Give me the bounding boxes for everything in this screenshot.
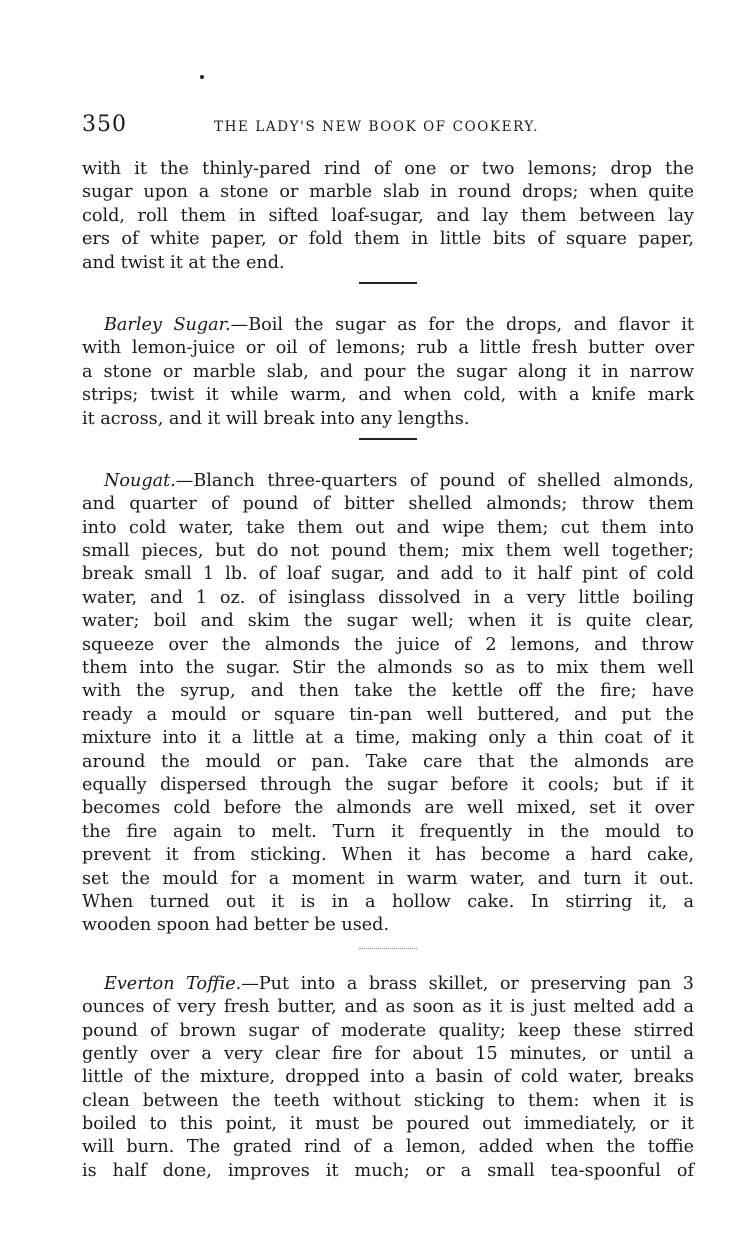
text-line: becomes cold before the almonds are well mixed, set it over (82, 798, 694, 819)
text-line: clean between the teeth without sticking to them: when it is (82, 1090, 694, 1111)
text-line: squeeze over the almonds the juice of 2 lemons, and throw (82, 634, 694, 655)
text-line: Barley Sugar.—Boil the sugar as for the drops, and flavor it (104, 314, 694, 335)
text-line: small pieces, but do not pound them; mix them well together; (82, 541, 694, 562)
page-header (82, 112, 694, 142)
text-line: sugar upon a stone or marble slab in round drops; when quite (82, 182, 694, 203)
text-line: with lemon-juice or oil of lemons; rub a little fresh butter over (82, 338, 694, 359)
recipe-title: Nougat. (104, 470, 176, 491)
intro-paragraph (82, 158, 694, 275)
recipe-title: Barley Sugar. (104, 314, 231, 335)
text-line: mixture into it a little at a time, making only a thin coat of it (82, 728, 694, 749)
text-line: water, and 1 oz. of isinglass dissolved in a very little boiling (82, 587, 694, 608)
section-divider (359, 438, 417, 440)
text-line: pound of brown sugar of moderate quality; keep these stirred (82, 1020, 694, 1041)
text-line: into cold water, take them out and wipe them; cut them into (82, 517, 694, 538)
text-line: Nougat.—Blanch three-quarters of pound of shelled almonds, (104, 470, 694, 491)
text-line: cold, roll them in sifted loaf-sugar, and lay them between lay (82, 205, 694, 226)
text-line: gently over a very clear fire for about 15 minutes, or until a (82, 1043, 694, 1064)
text-line: ready a mould or square tin-pan well buttered, and put the (82, 704, 694, 725)
text-line: a stone or marble slab, and pour the sugar along it in narrow (82, 361, 694, 382)
ink-speck (200, 75, 204, 79)
section-divider (359, 948, 417, 949)
text-line: them into the sugar. Stir the almonds so as to mix them well (82, 658, 694, 679)
text-line: with the syrup, and then take the kettle off the fire; have (82, 681, 694, 702)
text-line: and twist it at the end. (82, 252, 285, 273)
text-line: the fire again to melt. Turn it frequently in the mould to (82, 821, 694, 842)
text-line: little of the mixture, dropped into a basin of cold water, breaks (82, 1067, 694, 1088)
recipe-title: Everton Toffie. (104, 973, 242, 994)
text-line: prevent it from sticking. When it has become a hard cake, (82, 845, 694, 866)
text-line: wooden spoon had better be used. (82, 915, 390, 936)
recipe-nougat (82, 470, 694, 938)
text-line: is half done, improves it much; or a small tea-spoonful of (82, 1160, 694, 1181)
text-line: it across, and it will break into any lengths. (82, 408, 470, 429)
running-head: THE LADY'S NEW BOOK OF COOKERY. (214, 119, 540, 135)
text-line: boiled to this point, it must be poured out immediately, or it (82, 1114, 694, 1135)
text-line: with it the thinly-pared rind of one or two lemons; drop the (82, 159, 694, 179)
page-body (82, 158, 694, 1183)
recipe-barley-sugar (82, 314, 694, 431)
recipe-everton-toffie (82, 973, 694, 1184)
text-line: strips; twist it while warm, and when cold, with a knife mark (82, 385, 694, 406)
text-line: ounces of very fresh butter, and as soon as it is just melted add a (82, 997, 694, 1018)
text-line: ers of white paper, or fold them in little bits of square paper, (82, 229, 694, 250)
text-line: will burn. The grated rind of a lemon, added when the toffie (82, 1137, 694, 1158)
text-line: break small 1 lb. of loaf sugar, and add to it half pint of cold (82, 564, 694, 585)
text-line: Everton Toffie.—Put into a brass skillet, or preserving pan 3 (104, 973, 694, 994)
section-divider (359, 282, 417, 284)
text-line: water; boil and skim the sugar well; when it is quite clear, (82, 611, 694, 632)
text-line: When turned out it is in a hollow cake. In stirring it, a (82, 891, 694, 912)
page-number: 350 (82, 112, 127, 137)
text-line: around the mould or pan. Take care that the almonds are (82, 751, 694, 772)
text-line: set the mould for a moment in warm water, and turn it out. (82, 868, 694, 889)
text-line: equally dispersed through the sugar before it cools; but if it (82, 774, 694, 795)
text-line: and quarter of pound of bitter shelled almonds; throw them (82, 494, 694, 515)
